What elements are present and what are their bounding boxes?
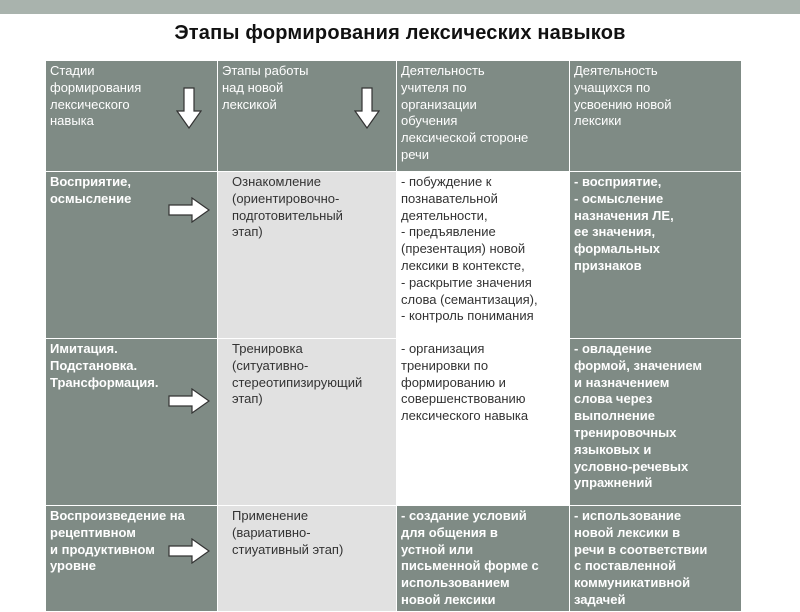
stage-cell <box>46 339 218 506</box>
arrow-down-icon <box>176 87 202 129</box>
slide-title: Этапы формирования лексических навыков <box>174 22 626 44</box>
header-cell-students <box>570 61 742 172</box>
header-stages-label: Стадии формирования лексического навыка <box>50 63 142 129</box>
work-stage-cell <box>218 172 397 339</box>
teacher-activity-text: - организация тренировки по формированию и совершенствованию лексического навыка <box>401 341 529 424</box>
arrow-right-icon <box>168 538 210 564</box>
student-activity-cell <box>570 172 742 339</box>
teacher-activity-cell <box>397 339 570 506</box>
arrow-right-icon <box>168 197 210 223</box>
header-work-stages-label: Этапы работы над новой лексикой <box>222 63 309 112</box>
student-activity-text: - использование новой лексики в речи в соответствии с поставленной коммуникативной задачей <box>574 508 708 607</box>
stage-label: Имитация. Подстановка. Трансформация. <box>50 341 159 390</box>
table-row <box>46 506 742 612</box>
stage-label: Воспроизведение на рецептивном и продуктивном уровне <box>50 508 185 574</box>
top-band <box>0 0 800 14</box>
work-stage-label: Тренировка (ситуативно- стереотипизирующий этап) <box>232 341 363 407</box>
table-header-row <box>46 61 742 172</box>
teacher-activity-cell <box>397 506 570 612</box>
work-stage-label: Ознакомление (ориентировочно- подготовительный этап) <box>232 174 343 240</box>
teacher-activity-text: - побуждение к познавательной деятельности, - предъявление (презентация) новой лексики в контексте, - раскрытие значения слова (семантизация), - контроль понимания <box>401 174 538 324</box>
header-cell-work-stages <box>218 61 397 172</box>
header-students-label: Деятельность учащихся по усвоению новой лексики <box>574 63 672 129</box>
header-teacher-label: Деятельность учителя по организации обучения лексической стороне речи <box>401 63 529 162</box>
table-row <box>46 172 742 339</box>
student-activity-cell <box>570 506 742 612</box>
arrow-right-icon <box>168 388 210 414</box>
arrow-down-icon <box>354 87 380 129</box>
work-stage-label: Применение (вариативно- стиуативный этап) <box>232 508 344 557</box>
work-stage-cell <box>218 506 397 612</box>
header-cell-stages <box>46 61 218 172</box>
table-row <box>46 339 742 506</box>
stage-label: Восприятие, осмысление <box>50 174 132 206</box>
teacher-activity-cell <box>397 172 570 339</box>
stage-cell <box>46 506 218 612</box>
stages-table <box>45 60 742 612</box>
work-stage-cell <box>218 339 397 506</box>
header-cell-teacher <box>397 61 570 172</box>
teacher-activity-text: - создание условий для общения в устной или письменной форме с использованием новой лексики <box>401 508 539 607</box>
student-activity-text: - восприятие, - осмысление назначения ЛЕ, ее значения, формальных признаков <box>574 174 674 273</box>
stage-cell <box>46 172 218 339</box>
student-activity-text: - овладение формой, значением и назначением слова через выполнение тренировочных языковых и условно-речевых упражнений <box>574 341 703 491</box>
student-activity-cell <box>570 339 742 506</box>
